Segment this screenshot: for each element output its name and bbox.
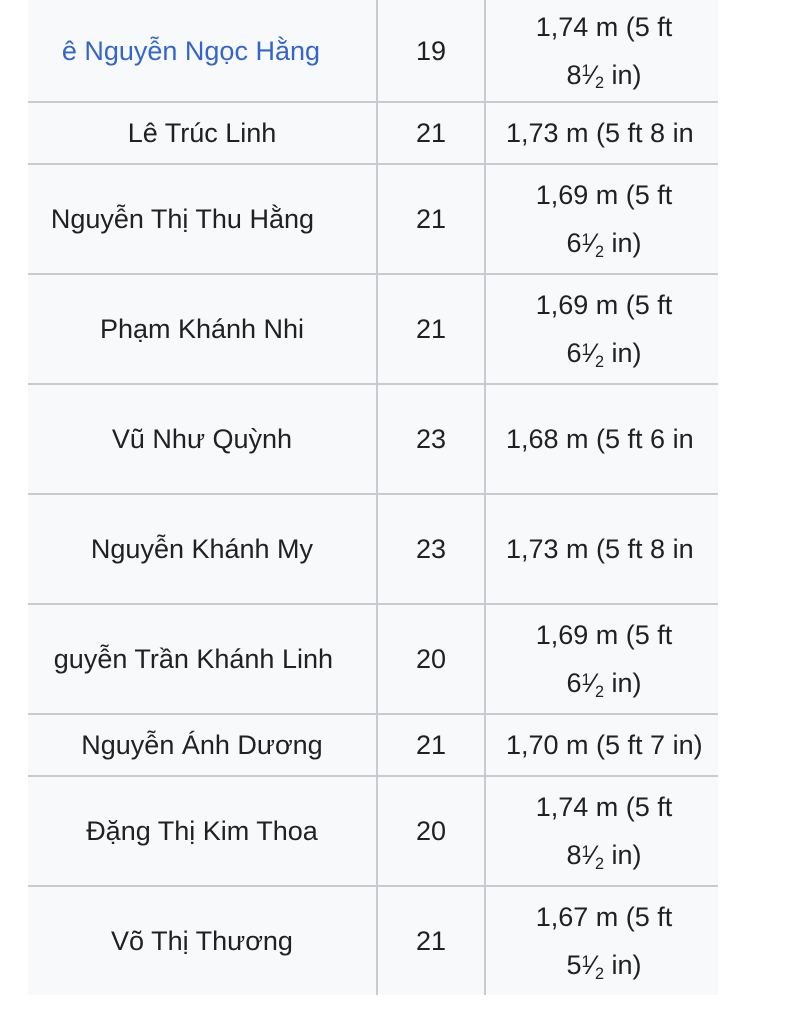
- fraction-slash: ⁄: [590, 950, 596, 980]
- height-unit: in): [604, 668, 642, 698]
- contestant-name: Nguyễn Khánh My: [90, 534, 314, 564]
- contestant-name: Đặng Thị Kim Thoa: [86, 816, 318, 846]
- contestant-name-cell: [28, 274, 377, 384]
- contestant-height: [485, 0, 718, 102]
- contestant-height: [485, 714, 718, 776]
- contestant-name: guyễn Trần Khánh Linh: [53, 644, 333, 674]
- contestant-name: Lê Trúc Linh: [127, 118, 277, 148]
- height-line-2: [486, 219, 718, 267]
- contestants-table-grid: [28, 0, 718, 995]
- contestant-age: 21: [377, 102, 485, 164]
- height-line-2: [486, 51, 718, 99]
- contestant-age: 20: [377, 776, 485, 886]
- height-unit: in): [604, 338, 642, 368]
- height-unit: in): [604, 228, 642, 258]
- contestant-height: [485, 604, 718, 714]
- contestant-name: Phạm Khánh Nhi: [99, 314, 305, 344]
- fraction-numerator: 1: [581, 62, 591, 81]
- contestant-height: [485, 886, 718, 995]
- fraction-numerator: 1: [581, 952, 591, 971]
- contestant-age: 21: [377, 274, 485, 384]
- fraction-slash: ⁄: [590, 668, 596, 698]
- height-line-1: 1,74 m (5 ft: [535, 11, 673, 42]
- contestants-table: [28, 0, 718, 995]
- contestant-name-cell: [28, 102, 377, 164]
- fraction-denominator: 2: [595, 964, 605, 983]
- fraction-denominator: 2: [595, 352, 605, 371]
- contestant-name-cell: [28, 494, 377, 604]
- height-text: 1,73 m (5 ft 8 in: [506, 118, 694, 148]
- contestant-name-link[interactable]: ê Nguyễn Ngọc Hằng: [61, 35, 320, 66]
- table-row: [28, 494, 718, 604]
- contestant-name: Vũ Như Quỳnh: [111, 424, 293, 454]
- height-unit: in): [604, 840, 642, 870]
- fraction-slash: ⁄: [590, 840, 596, 870]
- contestant-age: 21: [377, 164, 485, 274]
- height-line-1: 1,67 m (5 ft: [535, 902, 673, 932]
- contestant-age: 23: [377, 384, 485, 494]
- contestant-height: [485, 384, 718, 494]
- table-row: [28, 0, 718, 102]
- height-line-2: [486, 659, 718, 707]
- contestant-height: [485, 776, 718, 886]
- contestant-name-cell: [28, 776, 377, 886]
- fraction-numerator: 1: [581, 842, 591, 861]
- height-line-1: 1,69 m (5 ft: [535, 180, 673, 210]
- fraction-denominator: 2: [595, 242, 605, 261]
- height-whole: 6: [566, 228, 582, 258]
- contestant-height: [485, 494, 718, 604]
- contestant-name-cell: [28, 886, 377, 995]
- contestant-name-cell: [28, 714, 377, 776]
- contestant-name-cell: [28, 164, 377, 274]
- contestant-name: Võ Thị Thương: [111, 926, 293, 956]
- contestant-height: [485, 164, 718, 274]
- height-line-1: 1,74 m (5 ft: [535, 792, 673, 822]
- contestant-name-cell[interactable]: [28, 0, 377, 102]
- height-line-1: 1,69 m (5 ft: [535, 290, 673, 320]
- height-whole: 8: [566, 840, 582, 870]
- fraction-numerator: 1: [581, 340, 591, 359]
- height-line-2: [486, 941, 718, 989]
- contestant-name: Nguyễn Thị Thu Hằng: [50, 204, 314, 234]
- table-row: [28, 886, 718, 995]
- contestant-height: [485, 274, 718, 384]
- fraction-denominator: 2: [595, 854, 605, 873]
- table-row: [28, 384, 718, 494]
- height-line-2: [486, 831, 718, 879]
- fraction-denominator: 2: [595, 74, 605, 93]
- height-unit: in): [604, 950, 642, 980]
- height-line-1: 1,69 m (5 ft: [535, 620, 673, 650]
- fraction-slash: ⁄: [590, 338, 596, 368]
- contestant-age: 21: [377, 714, 485, 776]
- height-whole: 5: [566, 950, 582, 980]
- contestant-name-cell: [28, 384, 377, 494]
- contestant-age: 21: [377, 886, 485, 995]
- height-text: 1,73 m (5 ft 8 in: [506, 534, 694, 564]
- table-row: [28, 604, 718, 714]
- contestant-name: Nguyễn Ánh Dương: [81, 730, 323, 760]
- contestant-age: 19: [377, 0, 485, 102]
- table-row: [28, 274, 718, 384]
- contestant-age: 20: [377, 604, 485, 714]
- fraction-slash: ⁄: [590, 59, 596, 90]
- contestant-height: [485, 102, 718, 164]
- fraction-numerator: 1: [581, 670, 591, 689]
- height-unit: in): [604, 59, 642, 90]
- height-text: 1,70 m (5 ft 7 in): [506, 730, 703, 760]
- height-whole: 6: [566, 668, 582, 698]
- table-row: [28, 714, 718, 776]
- contestant-name-cell: [28, 604, 377, 714]
- height-line-2: [486, 329, 718, 377]
- table-row: [28, 164, 718, 274]
- table-row: [28, 776, 718, 886]
- height-whole: 8: [566, 59, 582, 90]
- fraction-denominator: 2: [595, 682, 605, 701]
- height-whole: 6: [566, 338, 582, 368]
- contestant-age: 23: [377, 494, 485, 604]
- height-text: 1,68 m (5 ft 6 in: [506, 424, 694, 454]
- fraction-numerator: 1: [581, 230, 591, 249]
- table-row: [28, 102, 718, 164]
- fraction-slash: ⁄: [590, 228, 596, 258]
